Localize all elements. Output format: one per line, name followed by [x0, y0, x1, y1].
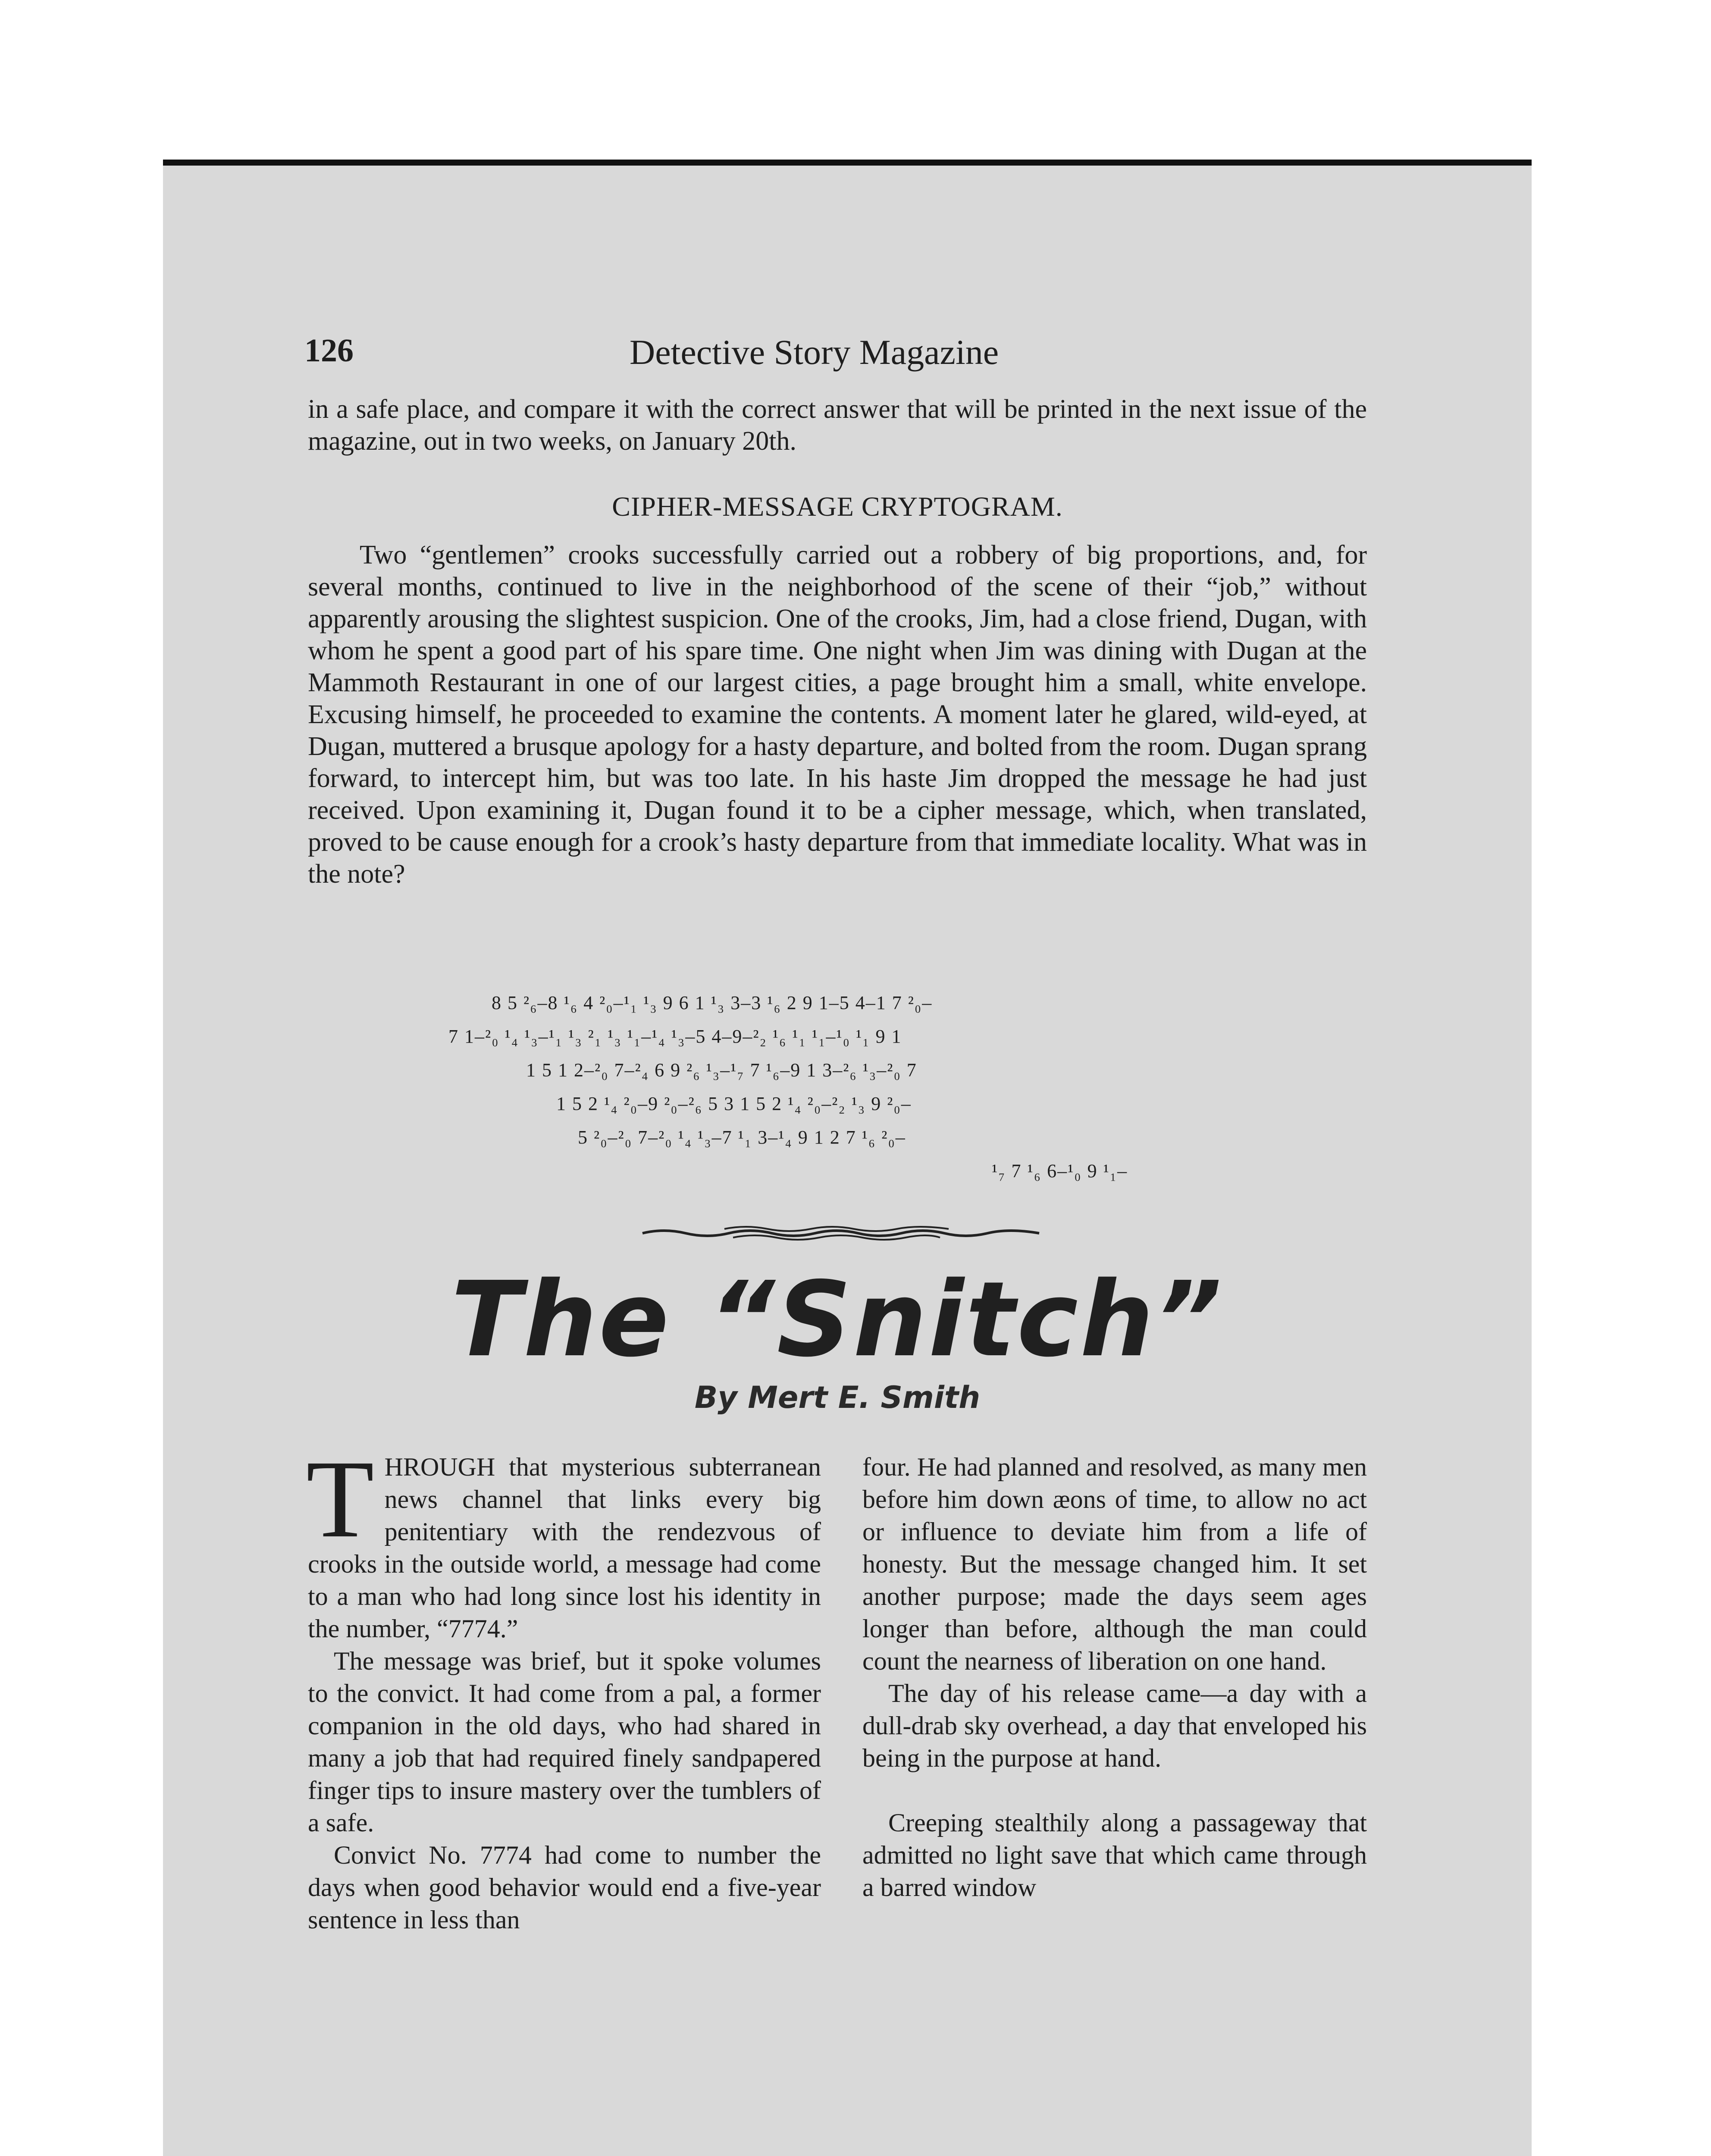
- story-title: The “Snitch”: [451, 1259, 1224, 1380]
- story-paragraph: The message was brief, but it spoke volumes to the convict. It had come from a pal, a former companion in the old days, who had shared in many a job that had required finely sandpapered finger tips to insure mastery over the tumblers of a safe.: [308, 1647, 821, 1837]
- intro-paragraph: in a safe place, and compare it with the correct answer that will be printed in the next issue of the magazine, out in two weeks, on January 20th.: [308, 395, 1367, 456]
- section-break: [862, 1774, 1367, 1807]
- cipher-line: 1 5 1 2–²₀ 7–²₄ 6 9 ²₆ ¹₃–¹₇ 7 ¹₆–9 1 3–²₆ ¹₃–²₀ 7: [526, 1059, 917, 1081]
- running-header-title: Detective Story Magazine: [630, 332, 999, 372]
- drop-cap: T: [306, 1437, 374, 1561]
- story-paragraph: The day of his release came—a day with a dull-drab sky overhead, a day that enveloped his being in the purpose at hand.: [862, 1679, 1367, 1772]
- story-paragraph: Convict No. 7774 had come to number the days when good behavior would end a five-year sentence in less than: [308, 1841, 821, 1934]
- cryptogram-story: Two “gentlemen” crooks successfully carried out a robbery of big proportions, and, for several months, continued to live in the neighborhood of the scene of their “job,” without apparently arousing the slightest suspicion. One of the crooks, Jim, had a close friend, Dugan, with whom he spent a good part of his spare time. One night when Jim was dining with Dugan at the Mammoth Restaurant in one of our largest cities, a page brought him a small, white envelope. Excusing himself, he proceeded to examine the contents. A moment later he glared, wild-eyed, at Dugan, muttered a brusque apology for a hasty departure, and bolted from the room. Dugan sprang forward, to intercept him, but was too late. In his haste Jim dropped the message he had just received. Upon examining it, Dugan found it to be a cipher message, which, when translated, proved to be cause enough for a crook’s hasty departure from that immediate locality. What was in the note?: [308, 540, 1367, 889]
- cipher-line: 7 1–²₀ ¹₄ ¹₃–¹₁ ¹₃ ²₁ ¹₃ ¹₁–¹₄ ¹₃–5 4–9–²₂ ¹₆ ¹₁ ¹₁–¹₀ ¹₁ 9 1: [448, 1026, 902, 1047]
- story-paragraph: Creeping stealthily along a passageway that admitted no light save that which came through a barred window: [862, 1808, 1367, 1902]
- cipher-line: ¹₇ 7 ¹₆ 6–¹₀ 9 ¹₁–: [992, 1160, 1128, 1181]
- story-byline: By Mert E. Smith: [694, 1380, 981, 1415]
- story-column-left: [306, 1437, 821, 1936]
- cipher-line: 5 ²₀–²₀ 7–²₀ ¹₄ ¹₃–7 ¹₁ 3–¹₄ 9 1 2 7 ¹₆ ²₀–: [578, 1127, 906, 1148]
- story-paragraph: [306, 1437, 821, 1645]
- story-paragraph-continued: four. He had planned and resolved, as many men before him down æons of time, to allow no act or influence to deviate him from a life of honesty. But the message changed him. It set another purpose; made the days seem ages longer than before, although the man could count the nearness of liberation on one hand.: [862, 1453, 1367, 1675]
- cipher-line: 1 5 2 ¹₄ ²₀–9 ²₀–²₆ 5 3 1 5 2 ¹₄ ²₀–²₂ ¹₃ 9 ²₀–: [556, 1093, 912, 1114]
- story-column-right: [862, 1451, 1367, 1904]
- cryptogram-heading: CIPHER-MESSAGE CRYPTOGRAM.: [612, 491, 1063, 522]
- wavy-divider-ornament: [638, 1220, 1044, 1246]
- page-number: 126: [304, 332, 354, 369]
- paragraph-text: HROUGH that mysterious subterranean news channel that links every big penitentiary with the rendezvous of crooks in the outside world, a message had come to a man who had long since lost his identity in the number, “7774.”: [308, 1453, 821, 1643]
- cipher-line: 8 5 ²₆–8 ¹₆ 4 ²₀–¹₁ ¹₃ 9 6 1 ¹₃ 3–3 ¹₆ 2 9 1–5 4–1 7 ²₀–: [492, 992, 933, 1013]
